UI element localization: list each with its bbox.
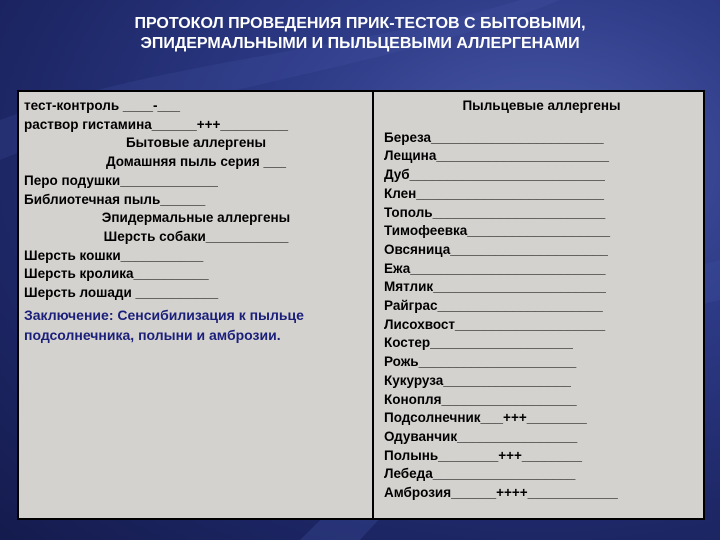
left-column [18,91,373,519]
pollen-allergens-heading: Пыльцевые аллергены [462,98,621,113]
pollen-birch: Береза_______________________ [384,129,604,145]
histamine-line: раствор гистамина______+++_________ [24,116,289,132]
pollen-cocksfoot: Ежа__________________________ [384,260,606,276]
title-line-2: ЭПИДЕРМАЛЬНЫМИ И ПЫЛЬЦЕВЫМИ АЛЛЕРГЕНАМИ [140,35,580,52]
conclusion-text: Заключение: Сенсибилизация к пыльце подсолнечника, полыни и амброзии. [24,306,304,343]
pollen-hemp: Конопля__________________ [384,391,577,407]
cat-hair-line: Шерсть кошки___________ [24,247,204,263]
pollen-hazel: Лещина_______________________ [384,148,610,164]
rabbit-hair-line: Шерсть кролика__________ [24,266,209,282]
pollen-quinoa: Лебеда___________________ [384,466,576,482]
pollen-oak: Дуб__________________________ [384,167,605,183]
title-line-1: ПРОТОКОЛ ПРОВЕДЕНИЯ ПРИК-ТЕСТОВ С БЫТОВЫМИ, [134,15,586,32]
pollen-foxtail: Лисохвост____________________ [384,316,606,332]
horse-hair-line: Шерсть лошади ___________ [24,285,219,301]
pollen-rye: Рожь_____________________ [384,354,577,370]
library-dust-line: Библиотечная пыль______ [24,191,206,207]
protocol-table [17,90,705,520]
pollen-brome: Костер___________________ [384,335,573,351]
pollen-oat: Овсяница_____________________ [384,241,608,257]
house-dust-line: Домашняя пыль серия ___ [105,154,287,170]
dog-hair-line: Шерсть собаки___________ [103,228,289,244]
pollen-bluegrass: Мятлик_______________________ [384,279,606,295]
page-title [40,14,680,54]
pollen-dandelion: Одуванчик________________ [384,428,578,444]
pollen-sunflower: Подсолнечник___+++________ [384,410,587,426]
pollen-maple: Клен_________________________ [384,185,605,201]
test-control-line: тест-контроль ____-___ [24,98,180,113]
household-allergens-heading: Бытовые аллергены [125,135,267,151]
pollen-timothy: Тимофеевка___________________ [384,223,610,239]
pollen-wormwood: Полынь________+++________ [384,447,582,463]
epidermal-allergens-heading: Эпидермальные аллергены [101,210,291,226]
pillow-feather-line: Перо подушки_____________ [24,172,218,188]
right-column [373,91,704,519]
pollen-poplar: Тополь_______________________ [384,204,606,220]
pollen-ambrosia: Амброзия______++++____________ [384,485,618,501]
pollen-ryegrass: Райграс______________________ [384,298,603,314]
pollen-corn: Кукуруза_________________ [384,372,571,388]
